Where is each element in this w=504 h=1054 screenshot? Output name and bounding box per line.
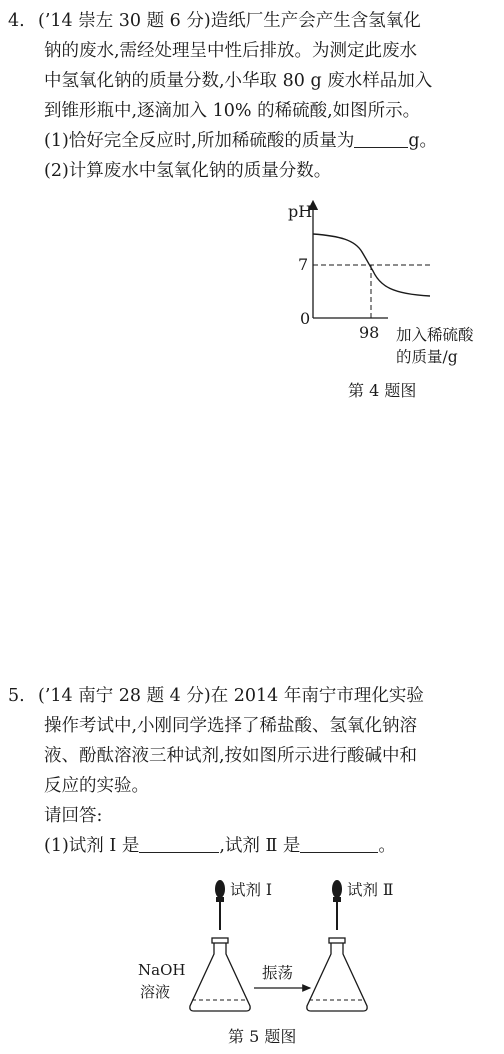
q5-sub-1: (1)试剂 Ⅰ 是 ,试剂 Ⅱ 是 。 <box>8 831 496 861</box>
q4-line-4: 到锥形瓶中,逐滴加入 10% 的稀硫酸,如图所示。 <box>44 101 421 121</box>
dropper-2 <box>332 880 342 930</box>
answer-blank-2[interactable] <box>300 832 378 853</box>
q5-line-1: 5. (’14 南宁 28 题 4 分)在 2014 年南宁市理化实验 <box>8 681 496 711</box>
y-axis-label: pH <box>288 202 313 221</box>
ph-titration-figure <box>0 0 504 380</box>
naoh-label: NaOH <box>138 961 186 979</box>
x-axis-label-2: 的质量/g <box>396 348 458 366</box>
reagent-2-label: 试剂 Ⅱ <box>347 881 394 899</box>
origin-label: 0 <box>300 309 311 328</box>
question-5 <box>8 681 496 861</box>
dropper-1 <box>215 880 225 930</box>
q4-sub-1: (1)恰好完全反应时,所加稀硫酸的质量为 g。 <box>8 126 496 156</box>
x-tick-98: 98 <box>359 323 380 342</box>
ph-7-label: 7 <box>298 255 309 274</box>
q4-sub-2: (2)计算废水中氢氧化钠的质量分数。 <box>44 161 332 181</box>
q4-line-2: 钠的废水,需经处理呈中性后排放。为测定此废水 <box>44 41 418 61</box>
q5-prompt: 请回答: <box>44 806 103 826</box>
q5-line-4: 反应的实验。 <box>44 776 149 796</box>
q5-line-2: 操作考试中,小刚同学选择了稀盐酸、氢氧化钠溶 <box>44 716 418 736</box>
shake-label: 振荡 <box>262 964 294 982</box>
x-axis-label-1: 加入稀硫酸 <box>396 326 474 344</box>
answer-blank-1[interactable] <box>139 832 219 853</box>
flask-2 <box>307 938 367 1011</box>
figure-4-caption: 第 4 题图 <box>348 381 417 400</box>
q4-line-3: 中氢氧化钠的质量分数,小华取 80 g 废水样品加入 <box>44 71 433 91</box>
titration-apparatus-figure <box>0 870 504 1030</box>
q5-number: 5. <box>8 686 25 706</box>
flask-1 <box>190 938 250 1011</box>
q5-line-3: 液、酚酞溶液三种试剂,按如图所示进行酸碱中和 <box>44 746 418 766</box>
q4-number: 4. <box>8 11 25 31</box>
q4-line-1: 4. (’14 崇左 30 题 6 分)造纸厂生产会产生含氢氧化 <box>8 6 496 36</box>
figure-5-caption: 第 5 题图 <box>228 1027 297 1046</box>
solution-label: 溶液 <box>140 983 171 1001</box>
reagent-1-label: 试剂 Ⅰ <box>230 881 273 899</box>
